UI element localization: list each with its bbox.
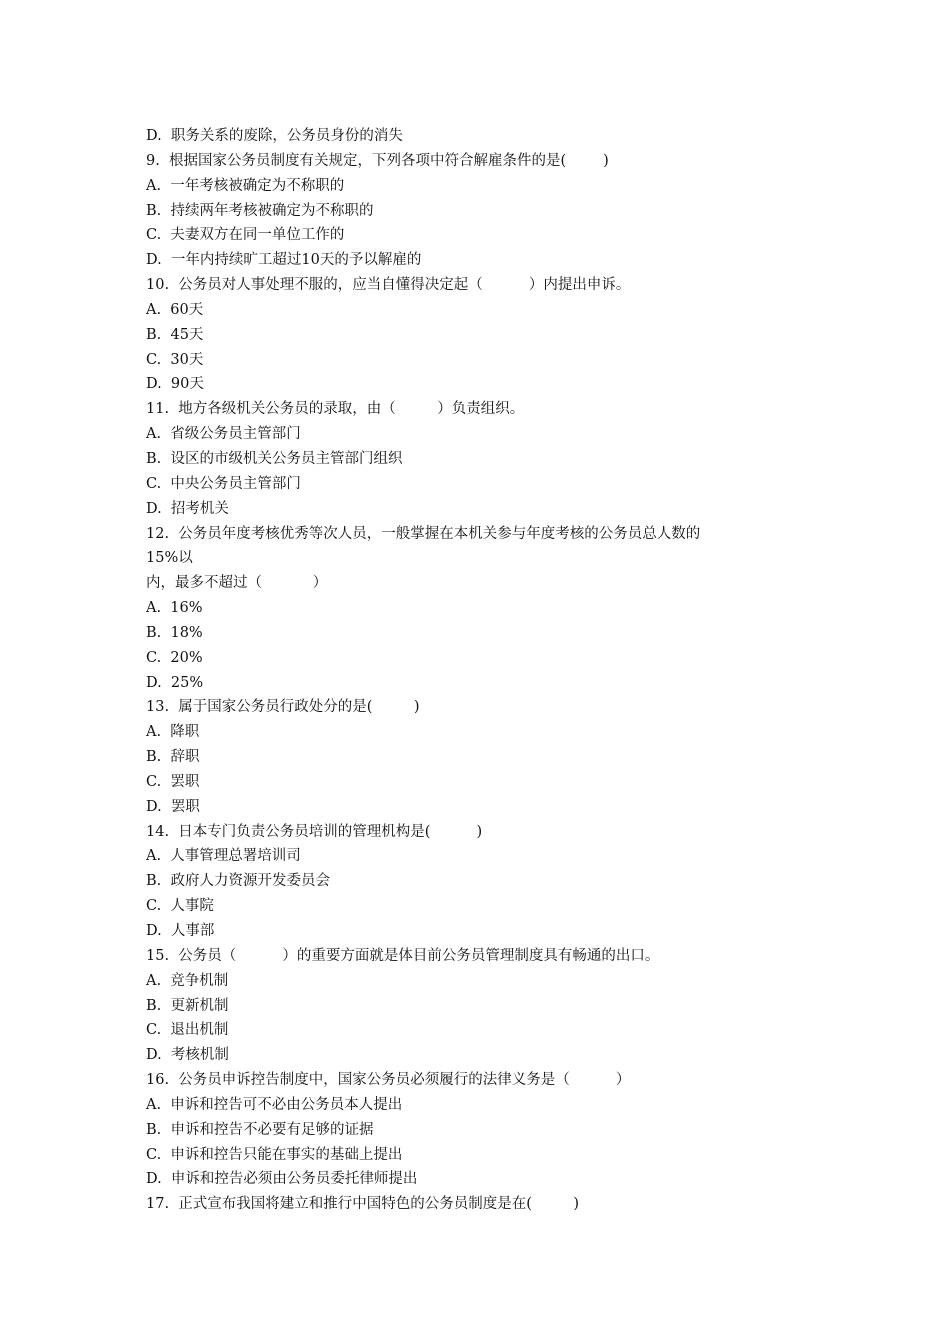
option-line: D. 申诉和控告必须由公务员委托律师提出 [146, 1171, 418, 1188]
option-line: B. 持续两年考核被确定为不称职的 [146, 202, 374, 219]
option-line: A. 申诉和控告可不必由公务员本人提出 [146, 1096, 403, 1113]
question-line: 17. 正式宣布我国将建立和推行中国特色的公务员制度是在( ) [146, 1196, 580, 1213]
option-line: B. 申诉和控告不必要有足够的证据 [146, 1121, 374, 1138]
question-line: 12. 公务员年度考核优秀等次人员，一般掌握在本机关参与年度考核的公务员总人数的 [146, 525, 701, 542]
option-line: A. 省级公务员主管部门 [146, 426, 301, 443]
option-line: C. 30天 [146, 351, 204, 368]
option-line: D. 一年内持续旷工超过10天的予以解雇的 [146, 252, 422, 269]
question-list [146, 124, 826, 1217]
question-line: 13. 属于国家公务员行政处分的是( ) [146, 699, 420, 716]
option-line: C. 退出机制 [146, 1022, 229, 1039]
question-line-continued: 15%以 [146, 550, 193, 567]
option-line: D. 考核机制 [146, 1047, 229, 1064]
option-line: A. 一年考核被确定为不称职的 [146, 177, 345, 194]
option-line: D. 招考机关 [146, 500, 229, 517]
option-line: D. 90天 [146, 376, 204, 393]
question-line: 16. 公务员申诉控告制度中，国家公务员必须履行的法律义务是（ ） [146, 1072, 631, 1089]
option-line: A. 竞争机制 [146, 972, 229, 989]
option-line: C. 20% [146, 649, 203, 666]
question-line: 9. 根据国家公务员制度有关规定，下列各项中符合解雇条件的是( ) [146, 152, 609, 169]
option-line: C. 夫妻双方在同一单位工作的 [146, 227, 345, 244]
option-line: C. 中央公务员主管部门 [146, 475, 301, 492]
question-line: 14. 日本专门负责公务员培训的管理机构是( ) [146, 823, 483, 840]
option-line: A. 60天 [146, 301, 204, 318]
option-line: B. 设区的市级机关公务员主管部门组织 [146, 450, 403, 467]
option-line: B. 更新机制 [146, 997, 229, 1014]
question-line: 10. 公务员对人事处理不服的，应当自懂得决定起（ ）内提出申诉。 [146, 277, 631, 294]
question-line: 15. 公务员（ ）的重要方面就是体目前公务员管理制度具有畅通的出口。 [146, 947, 660, 964]
option-line: C. 人事院 [146, 898, 214, 915]
option-line: C. 罢职 [146, 773, 200, 790]
option-line: B. 辞职 [146, 749, 200, 766]
option-line: D. 罢职 [146, 798, 200, 815]
option-line: D. 人事部 [146, 923, 215, 939]
option-line: A. 降职 [146, 724, 200, 741]
option-line: D. 25% [146, 674, 204, 691]
option-line: C. 申诉和控告只能在事实的基础上提出 [146, 1146, 403, 1163]
question-line-continued: 内，最多不超过（ ） [146, 575, 328, 592]
option-line: B. 45天 [146, 326, 204, 343]
option-line: A. 16% [146, 600, 203, 617]
question-line: 11. 地方各级机关公务员的录取，由（ ）负责组织。 [146, 401, 525, 418]
option-line: B. 政府人力资源开发委员会 [146, 873, 330, 890]
option-line: A. 人事管理总署培训司 [146, 848, 301, 865]
option-line: B. 18% [146, 624, 203, 641]
option-line: D. 职务关系的废除，公务员身份的消失 [146, 128, 403, 144]
